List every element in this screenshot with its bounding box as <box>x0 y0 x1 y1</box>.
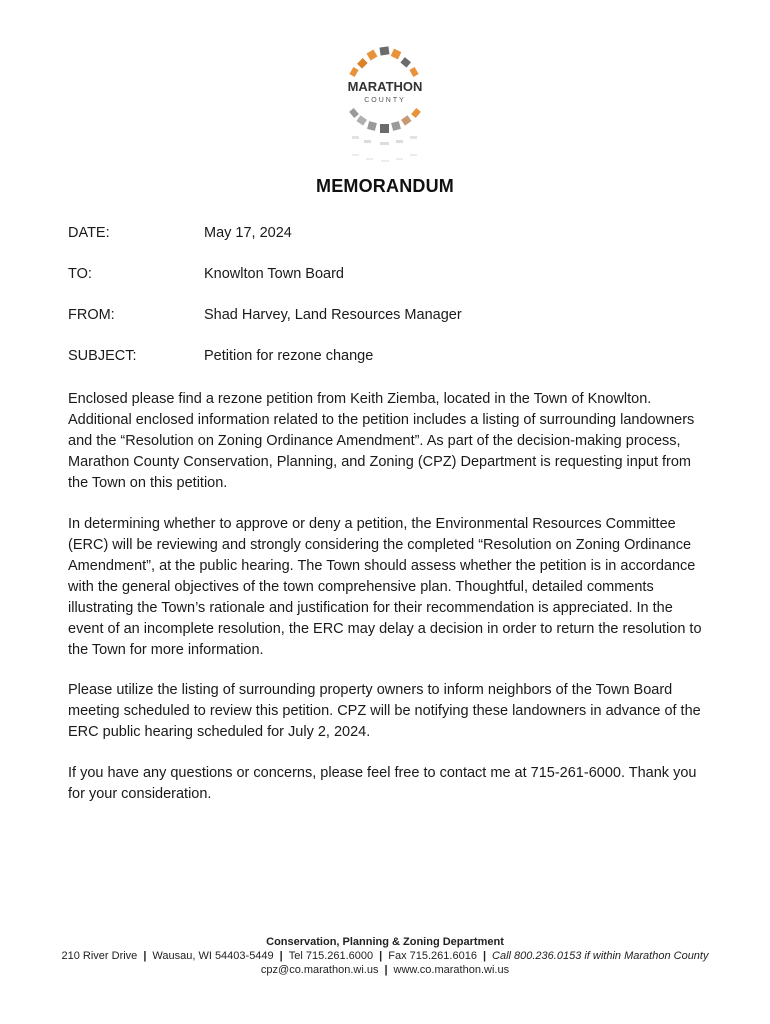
footer-address: 210 River Drive <box>61 950 138 962</box>
memo-field-to <box>68 266 344 282</box>
field-label: DATE: <box>68 225 110 241</box>
memo-field-subject <box>68 348 374 364</box>
memo-field-date <box>68 225 292 241</box>
letterhead-footer <box>0 935 770 977</box>
logo-text-marathon: MARATHON <box>347 79 423 94</box>
field-value: May 17, 2024 <box>204 225 292 241</box>
memo-paragraph: If you have any questions or concerns, please feel free to contact me at 715-261-6000. Thank you for your consideration. <box>68 765 697 802</box>
marathon-county-logo <box>330 44 440 168</box>
footer-fax: Fax 715.261.6016 <box>388 950 477 962</box>
footer-tel: Tel 715.261.6000 <box>288 950 374 962</box>
logo-tiles-bottom <box>349 108 421 162</box>
memo-paragraph: Please utilize the listing of surrounding property owners to inform neighbors of the Town Board meeting scheduled to review this petition. CPZ will be notifying these landowners in advance of the ERC public hearing scheduled for July 2, 2024. <box>68 682 701 740</box>
logo-tiles-top <box>349 46 418 77</box>
memo-title: MEMORANDUM <box>316 176 454 196</box>
logo-text-county: COUNTY <box>364 97 406 104</box>
field-label: TO: <box>68 266 92 282</box>
footer-web-line: cpz@co.marathon.wi.us | www.co.marathon.wi.us <box>260 964 510 976</box>
footer-department: Conservation, Planning & Zoning Department <box>266 936 504 948</box>
field-label: SUBJECT: <box>68 348 137 364</box>
footer-website-link[interactable]: www.co.marathon.wi.us <box>393 964 510 976</box>
footer-email-link[interactable]: cpz@co.marathon.wi.us <box>260 964 379 976</box>
footer-contact-line: 210 River Drive | Wausau, WI 54403-5449 | Tel 715.261.6000 | Fax 715.261.6016 | Call 800.236.0153 if within Marathon County <box>61 950 709 962</box>
memo-field-from <box>68 307 462 323</box>
memo-paragraph: In determining whether to approve or deny a petition, the Environmental Resources Committee (ERC) will be reviewing and strongly considering the completed “Resolution on Zoning Ordinance Amendment”, at the public hearing. The Town should assess whether the petition is in accordance with the general objectives of the town comprehensive plan. Thoughtful, detailed comments illustrating the Town’s rationale and justification for their recommendation is appreciated. In the event of an incomplete resolution, the ERC may delay a decision in order to return the resolution to the Town for more information. <box>68 516 702 658</box>
field-value: Knowlton Town Board <box>204 266 344 282</box>
field-label: FROM: <box>68 307 115 323</box>
footer-city: Wausau, WI 54403-5449 <box>152 950 274 962</box>
memo-paragraph: Enclosed please find a rezone petition from Keith Ziemba, located in the Town of Knowlton. Additional enclosed information related to the petition includes a listing of surrounding landowners and the “Resolution on Zoning Ordinance Amendment”. As part of the decision-making process, Marathon County Conservation, Planning, and Zoning (CPZ) Department is requesting input from the Town on this petition. <box>68 391 695 491</box>
field-value: Shad Harvey, Land Resources Manager <box>204 307 462 323</box>
footer-call: Call 800.236.0153 if within Marathon County <box>492 950 709 962</box>
field-value: Petition for rezone change <box>204 348 374 364</box>
